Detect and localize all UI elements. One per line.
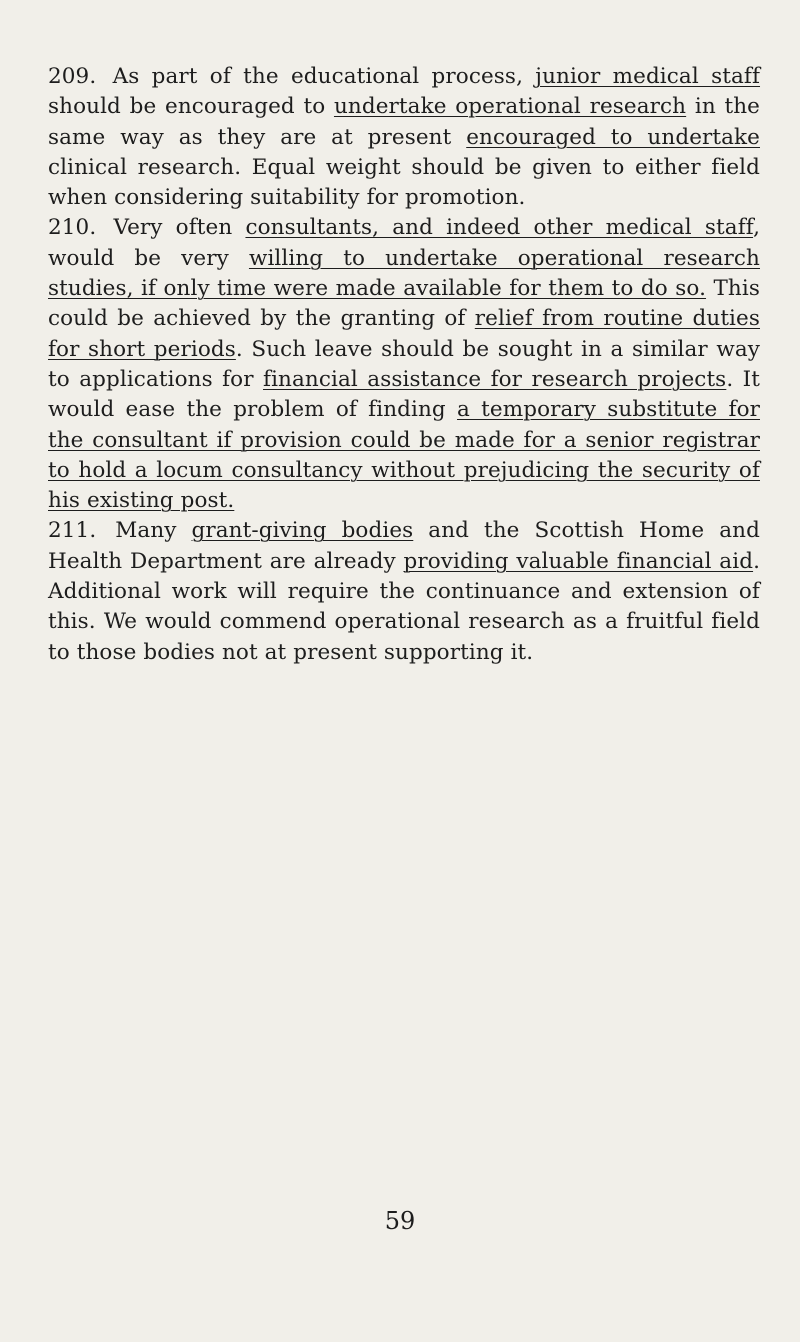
body-text: . Additional work will require the continuance and extension of this. We would commend operational research as a fruitful field to those bodies not at present supporting it. <box>48 548 760 665</box>
body-text: . Such leave should be sought in a similar way to applications for <box>48 336 760 392</box>
paragraph-number: 209. <box>48 64 97 89</box>
underlined-text: providing valuable financial aid <box>403 548 754 574</box>
body-text: and the Scottish Home and Health Department are already <box>48 518 760 574</box>
document-page <box>48 62 760 668</box>
underlined-text: financial assistance for research projects <box>263 366 727 392</box>
page-number: 59 <box>384 1207 416 1235</box>
paragraph-209 <box>48 62 760 213</box>
body-text: . It would ease the problem of finding <box>48 366 761 423</box>
paragraph-number: 210. <box>48 215 97 241</box>
paragraph-210 <box>48 213 760 516</box>
underlined-text: consultants, and indeed other medical staff <box>245 215 754 241</box>
body-text: clinical research. Equal weight should be given to either field when considering suitability for promotion. <box>48 154 760 211</box>
body-text: This could be achieved by the granting of <box>48 276 760 332</box>
underlined-text: a temporary substitute for the consultant if provision could be made for a senior registrar to hold a locum consultancy without prejudicing the security of his existing post. <box>48 397 760 514</box>
underlined-text: willing to undertake operational research studies, if only time were made available for them to do so. <box>48 245 760 302</box>
underlined-text: relief from routine duties for short periods <box>48 306 760 362</box>
body-text: As part of the educational process, <box>112 64 536 89</box>
underlined-text: undertake operational research <box>333 94 687 120</box>
body-text: Many <box>115 518 192 544</box>
body-text: , would be very <box>48 215 760 271</box>
underlined-text: encouraged to undertake <box>466 124 760 150</box>
body-text: in the same way as they are at present <box>48 94 760 150</box>
body-text: should be encouraged to <box>48 94 334 120</box>
paragraph-number: 211. <box>48 518 97 544</box>
underlined-text: grant-giving bodies <box>191 518 414 544</box>
paragraph-211 <box>48 516 760 667</box>
underlined-text: junior medical staff <box>535 64 761 89</box>
body-text: Very often <box>113 215 246 241</box>
